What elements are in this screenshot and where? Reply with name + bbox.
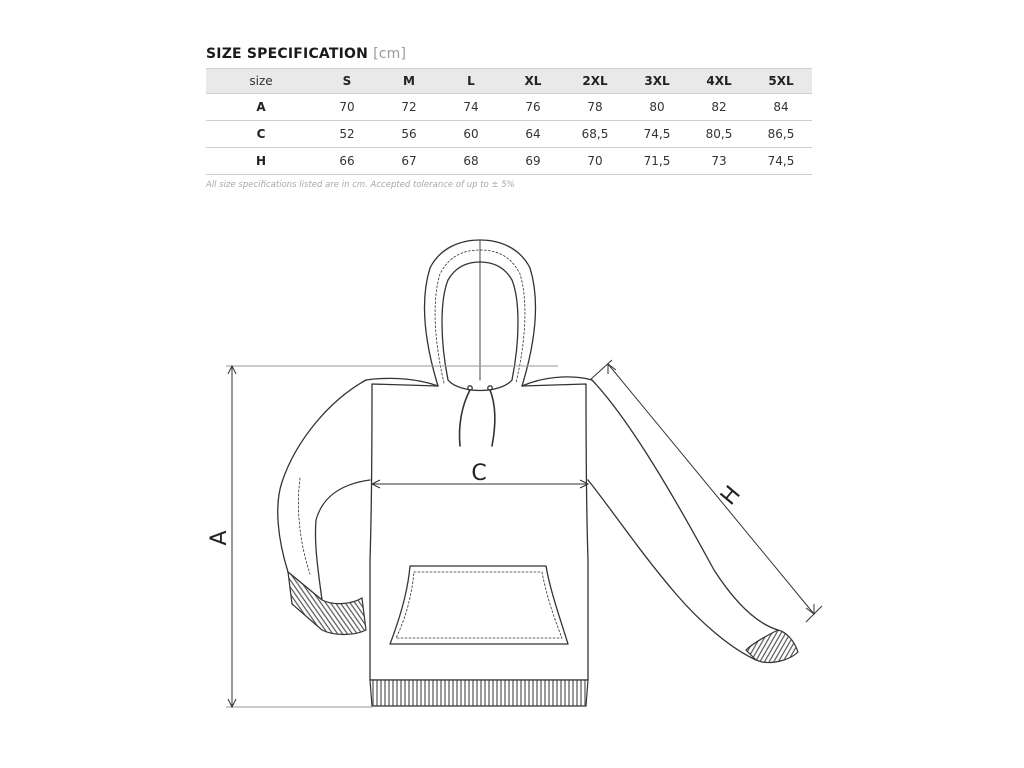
table-cell: 82	[688, 94, 750, 121]
table-cell: 86,5	[750, 121, 812, 148]
header-size: 5XL	[750, 69, 812, 94]
waistband-ribbing	[370, 680, 588, 706]
header-size: L	[440, 69, 502, 94]
sleeve-left-inner	[298, 478, 310, 574]
header-size: S	[316, 69, 378, 94]
dimension-h-line	[608, 364, 814, 614]
title-main: SIZE SPECIFICATION	[206, 46, 369, 62]
title-unit: [cm]	[373, 46, 407, 62]
table-cell: 68	[440, 148, 502, 175]
table-cell: 76	[502, 94, 564, 121]
header-size: XL	[502, 69, 564, 94]
dimension-h-tick-top	[590, 360, 612, 380]
header-size-label: size	[206, 69, 316, 94]
table-cell: 74,5	[750, 148, 812, 175]
table-cell: 72	[378, 94, 440, 121]
header-size: 4XL	[688, 69, 750, 94]
header-size: 2XL	[564, 69, 626, 94]
left-cuff-ribbing	[288, 572, 366, 635]
table-cell: 67	[378, 148, 440, 175]
drawstring-right	[490, 390, 495, 446]
row-label: H	[206, 148, 316, 175]
table-cell: 66	[316, 148, 378, 175]
label-a: A	[207, 530, 232, 546]
label-h: H	[716, 481, 746, 511]
table-cell: 70	[316, 94, 378, 121]
row-label: C	[206, 121, 316, 148]
table-cell: 69	[502, 148, 564, 175]
kangaroo-pocket	[390, 566, 568, 644]
drawstring-left	[459, 390, 470, 446]
tolerance-note: All size specifications listed are in cm. Accepted tolerance of up to ± 5%	[206, 180, 515, 190]
pocket-stitch	[396, 572, 562, 638]
table-cell: 71,5	[626, 148, 688, 175]
neckline	[448, 380, 512, 391]
label-c: C	[471, 461, 487, 486]
header-size: M	[378, 69, 440, 94]
table-cell: 60	[440, 121, 502, 148]
table-cell: 64	[502, 121, 564, 148]
sleeve-left	[278, 380, 370, 600]
header-size: 3XL	[626, 69, 688, 94]
right-cuff-ribbing	[746, 630, 798, 663]
table-cell: 70	[564, 148, 626, 175]
row-label: A	[206, 94, 316, 121]
table-cell: 68,5	[564, 121, 626, 148]
table-cell: 80	[626, 94, 688, 121]
sleeve-right	[588, 380, 778, 660]
table-cell: 56	[378, 121, 440, 148]
table-cell: 73	[688, 148, 750, 175]
table-cell: 78	[564, 94, 626, 121]
table-cell: 84	[750, 94, 812, 121]
body-outline	[370, 384, 588, 680]
table-cell: 74	[440, 94, 502, 121]
table-cell: 74,5	[626, 121, 688, 148]
table-cell: 80,5	[688, 121, 750, 148]
table-cell: 52	[316, 121, 378, 148]
